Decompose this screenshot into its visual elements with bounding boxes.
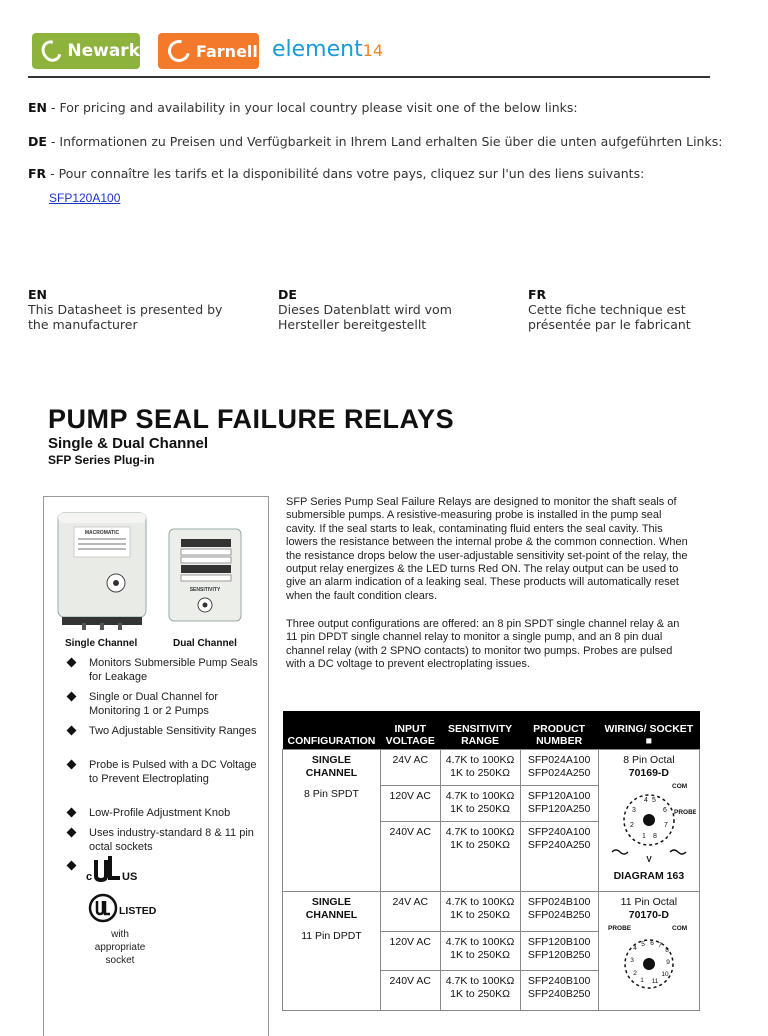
table-cell: 24V AC bbox=[380, 892, 440, 932]
table-cell: SFP024A100 SFP024A250 bbox=[520, 750, 598, 786]
bullet-diamond-icon bbox=[67, 828, 77, 838]
datasheet-title: PUMP SEAL FAILURE RELAYS bbox=[48, 404, 455, 434]
newark-swirl-icon bbox=[38, 37, 66, 66]
svg-text:11: 11 bbox=[651, 978, 659, 985]
feature-item: Monitors Submersible Pump Seals for Leakage bbox=[68, 657, 258, 684]
svg-text:SENSITIVITY: SENSITIVITY bbox=[189, 587, 221, 593]
table-row bbox=[283, 711, 700, 750]
configurations-paragraph: Three output configurations are offered: an 8 pin SPDT single channel relay & an 11 pin DPDT single channel relay to monitor a single pump, and an 8 pin dual channel relay (with 2 SPNO contacts) to monitor two pumps. Probes are pulsed with a DC voltage to prevent electroplating issues. bbox=[286, 618, 680, 671]
table-cell: SFP240A100 SFP240A250 bbox=[520, 822, 598, 892]
col-header-configuration: CONFIGURATION bbox=[283, 711, 381, 750]
wiring-cell: 8 Pin Octal 70169-D 4 5 3 6 2 7 1 8 COM PROBE V DIAGRAM 163 bbox=[598, 750, 699, 892]
svg-text:PROBE: PROBE bbox=[673, 809, 696, 816]
table-cell: SFP120B100 SFP120B250 bbox=[520, 931, 598, 971]
bullet-diamond-icon bbox=[67, 808, 77, 818]
socket-note: with appropriate socket bbox=[94, 929, 146, 966]
svg-text:1: 1 bbox=[640, 977, 644, 984]
table-cell: 4.7K to 100KΩ 1K to 250KΩ bbox=[440, 931, 520, 971]
svg-text:3: 3 bbox=[631, 807, 636, 814]
culus-recognized-icon bbox=[84, 852, 156, 884]
svg-text:7: 7 bbox=[663, 822, 668, 829]
svg-text:COM: COM bbox=[671, 783, 688, 790]
element14-logo[interactable]: element14 bbox=[272, 37, 384, 62]
single-channel-relay-image bbox=[52, 505, 152, 630]
svg-text:8: 8 bbox=[665, 947, 669, 954]
feature-item: Probe is Pulsed with a DC Voltage to Prevent Electroplating bbox=[68, 759, 258, 786]
svg-text:6: 6 bbox=[650, 940, 654, 947]
wiring-diagram-11pin bbox=[602, 922, 696, 1002]
bullet-diamond-icon bbox=[67, 726, 77, 736]
caption-dual-channel: Dual Channel bbox=[173, 638, 237, 649]
table-cell: SFP120A100 SFP120A250 bbox=[520, 786, 598, 822]
lang-line-en: EN - For pricing and availability in your local country please visit one of the below links: bbox=[28, 100, 578, 115]
bullet-diamond-icon bbox=[67, 692, 77, 702]
svg-text:2: 2 bbox=[629, 822, 634, 829]
svg-text:9: 9 bbox=[666, 959, 670, 966]
svg-text:COM: COM bbox=[671, 925, 688, 932]
col-header-voltage: INPUT VOLTAGE bbox=[380, 711, 440, 750]
wiring-cell: 11 Pin Octal 70170-D PROBE COM 4 5 6 7 8 3 9 2 10 1 11 bbox=[598, 892, 699, 1011]
datasheet-subtitle: Single & Dual Channel bbox=[48, 435, 209, 452]
table-cell: 4.7K to 100KΩ 1K to 250KΩ bbox=[440, 892, 520, 932]
svg-text:3: 3 bbox=[630, 957, 634, 964]
svg-text:6: 6 bbox=[662, 807, 667, 814]
svg-text:MACROMATIC: MACROMATIC bbox=[84, 530, 120, 536]
ul-listed-icon bbox=[88, 892, 160, 924]
bullet-diamond-icon bbox=[67, 658, 77, 668]
svg-text:5: 5 bbox=[641, 941, 645, 948]
col-header-wiring: WIRING/ SOCKET ■ bbox=[598, 711, 699, 750]
config-cell: SINGLE CHANNEL 11 Pin DPDT bbox=[283, 892, 381, 1011]
presented-en: EN This Datasheet is presented by the manufacturer bbox=[28, 287, 223, 332]
table-cell: SFP024B100 SFP024B250 bbox=[520, 892, 598, 932]
product-spec-table bbox=[282, 711, 700, 1011]
svg-text:8: 8 bbox=[652, 833, 657, 840]
table-row bbox=[283, 750, 700, 786]
feature-item: Uses industry-standard 8 & 11 pin octal sockets bbox=[68, 827, 258, 854]
description-paragraph: SFP Series Pump Seal Failure Relays are designed to monitor the shaft seals of submersible pumps. A resistive-measuring probe is installed in the pump seal cavity. If the seal starts to leak, contaminating fluid enters the seal cavity. This lowers the resistance between the internal probe & the common connection. When the resistance drops below the user-adjustable sensitivity set-point of the relay, the output relay energizes & the LED turns Red ON. The relay output can be used to give an alarm indication of a leaking seal. These products will automatically reset when the fault condition clears. bbox=[286, 496, 688, 602]
datasheet-series: SFP Series Plug-in bbox=[48, 453, 155, 467]
farnell-logo[interactable]: Farnell bbox=[158, 33, 259, 69]
table-cell: 24V AC bbox=[380, 750, 440, 786]
dual-channel-relay-image bbox=[165, 525, 245, 625]
farnell-swirl-icon bbox=[164, 36, 194, 66]
svg-text:5: 5 bbox=[651, 797, 656, 804]
table-cell: 240V AC bbox=[380, 822, 440, 892]
header-divider bbox=[28, 76, 710, 78]
presented-fr: FR Cette fiche technique est présentée par le fabricant bbox=[528, 287, 691, 332]
svg-text:US: US bbox=[122, 871, 138, 883]
svg-text:7: 7 bbox=[658, 942, 662, 949]
svg-text:LISTED: LISTED bbox=[119, 905, 157, 917]
wiring-diagram-8pin bbox=[602, 780, 696, 866]
lang-line-fr: FR - Pour connaître les tarifs et la disponibilité dans votre pays, cliquez sur l'un des liens suivants: bbox=[28, 166, 645, 181]
feature-item: Two Adjustable Sensitivity Ranges bbox=[68, 725, 258, 739]
svg-text:c: c bbox=[86, 871, 93, 883]
config-cell: SINGLE CHANNEL 8 Pin SPDT bbox=[283, 750, 381, 892]
svg-text:10: 10 bbox=[661, 971, 669, 978]
svg-text:2: 2 bbox=[633, 970, 637, 977]
bullet-diamond-icon bbox=[67, 760, 77, 770]
table-cell: 120V AC bbox=[380, 931, 440, 971]
table-row bbox=[283, 892, 700, 932]
feature-item: Low-Profile Adjustment Knob bbox=[68, 807, 258, 821]
svg-text:1: 1 bbox=[641, 833, 646, 840]
caption-single-channel: Single Channel bbox=[65, 638, 138, 649]
svg-text:V: V bbox=[646, 855, 652, 864]
svg-text:4: 4 bbox=[643, 797, 648, 804]
table-cell: 120V AC bbox=[380, 786, 440, 822]
product-link[interactable]: SFP120A100 bbox=[49, 191, 121, 205]
newark-logo[interactable]: Newark bbox=[32, 33, 140, 69]
table-cell: 240V AC bbox=[380, 971, 440, 1011]
table-cell: 4.7K to 100KΩ 1K to 250KΩ bbox=[440, 822, 520, 892]
table-cell: 4.7K to 100KΩ 1K to 250KΩ bbox=[440, 750, 520, 786]
svg-text:PROBE: PROBE bbox=[607, 925, 631, 932]
lang-line-de: DE - Informationen zu Preisen und Verfügbarkeit in Ihrem Land erhalten Sie über die unten aufgeführten Links: bbox=[28, 134, 723, 149]
presented-de: DE Dieses Datenblatt wird vom Hersteller bereitgestellt bbox=[278, 287, 452, 332]
feature-item: Single or Dual Channel for Monitoring 1 or 2 Pumps bbox=[68, 691, 258, 718]
table-cell: SFP240B100 SFP240B250 bbox=[520, 971, 598, 1011]
col-header-product-number: PRODUCT NUMBER bbox=[520, 711, 598, 750]
svg-text:4: 4 bbox=[633, 945, 637, 952]
table-cell: 4.7K to 100KΩ 1K to 250KΩ bbox=[440, 786, 520, 822]
col-header-sensitivity: SENSITIVITY RANGE bbox=[440, 711, 520, 750]
table-cell: 4.7K to 100KΩ 1K to 250KΩ bbox=[440, 971, 520, 1011]
